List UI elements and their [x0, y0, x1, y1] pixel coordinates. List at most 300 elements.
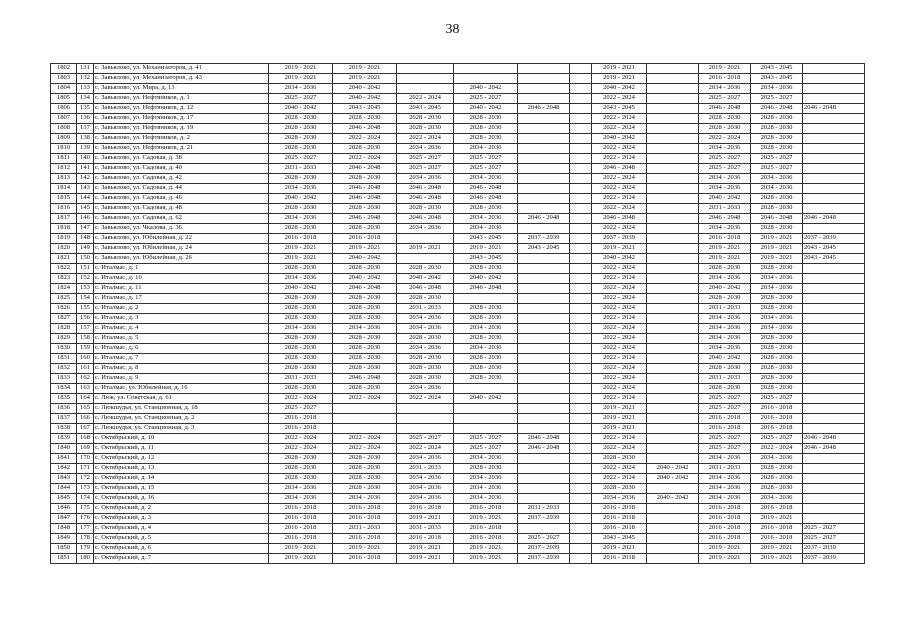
table-cell: 2028 - 2030 — [699, 114, 751, 124]
table-cell — [397, 64, 454, 74]
table-cell: 2022 - 2024 — [333, 394, 397, 404]
table-cell: 1819 — [51, 234, 77, 244]
table-cell: с. Завьялово, ул. Садовая, д. 46 — [94, 194, 269, 204]
table-cell: с. Завьялово, ул. Садовая, д. 44 — [94, 184, 269, 194]
table-cell: 1807 — [51, 114, 77, 124]
table-cell — [803, 334, 865, 344]
table-cell — [803, 504, 865, 514]
table-cell: 2034 - 2036 — [699, 224, 751, 234]
table-cell — [454, 294, 518, 304]
table-cell: 2022 - 2024 — [592, 174, 647, 184]
table-cell: 2034 - 2036 — [269, 84, 333, 94]
table-row — [51, 514, 865, 524]
table-cell: 1851 — [51, 554, 77, 564]
table-cell: с. Завьялово, ул. Садовая, д. 42 — [94, 174, 269, 184]
table-cell: 2040 - 2042 — [397, 274, 454, 284]
table-cell: 2019 - 2021 — [454, 544, 518, 554]
table-cell: 2034 - 2036 — [592, 494, 647, 504]
table-cell — [570, 104, 592, 114]
table-cell: 2019 - 2021 — [592, 424, 647, 434]
table-cell: 1821 — [51, 254, 77, 264]
table-cell — [647, 124, 699, 134]
table-cell: с. Октябрьский, д. 11 — [94, 444, 269, 454]
table-cell: 2022 - 2024 — [592, 304, 647, 314]
table-cell: 153 — [77, 284, 94, 294]
table-cell: 162 — [77, 374, 94, 384]
table-cell: 2025 - 2027 — [699, 94, 751, 104]
table-cell: 2019 - 2021 — [699, 554, 751, 564]
table-cell: 2025 - 2027 — [454, 444, 518, 454]
table-cell: 2028 - 2030 — [454, 314, 518, 324]
table-cell: с. Люкшудья, ул. Станционная, д. 18 — [94, 404, 269, 414]
table-cell: с. Завьялово, ул. Механизаторов, д. 43 — [94, 74, 269, 84]
table-cell: 1803 — [51, 74, 77, 84]
table-cell: 145 — [77, 204, 94, 214]
table-cell: 2022 - 2024 — [592, 294, 647, 304]
table-cell: 2016 - 2018 — [699, 234, 751, 244]
table-cell: 2016 - 2018 — [269, 234, 333, 244]
table-cell — [803, 424, 865, 434]
table-cell: 2028 - 2030 — [454, 124, 518, 134]
table-cell: с. Октябрьский, д. 3 — [94, 514, 269, 524]
table-cell: 2046 - 2048 — [751, 104, 803, 114]
table-cell: 2028 - 2030 — [333, 474, 397, 484]
table-cell: 2034 - 2036 — [699, 174, 751, 184]
table-cell: 155 — [77, 304, 94, 314]
table-cell: 2022 - 2024 — [269, 434, 333, 444]
table-cell — [333, 424, 397, 434]
table-cell: 2043 - 2045 — [454, 254, 518, 264]
table-cell — [518, 484, 570, 494]
table-cell: 1839 — [51, 434, 77, 444]
table-cell: 2016 - 2018 — [269, 504, 333, 514]
table-cell: 2028 - 2030 — [333, 484, 397, 494]
table-cell: 137 — [77, 124, 94, 134]
table-row — [51, 464, 865, 474]
table-cell — [647, 364, 699, 374]
table-cell: 1809 — [51, 134, 77, 144]
table-cell — [647, 484, 699, 494]
table-cell: 2022 - 2024 — [397, 444, 454, 454]
table-cell — [570, 204, 592, 214]
table-cell: 2022 - 2024 — [397, 394, 454, 404]
table-cell: 2016 - 2018 — [592, 514, 647, 524]
table-cell — [570, 74, 592, 84]
table-cell — [570, 444, 592, 454]
table-cell: 2016 - 2018 — [751, 504, 803, 514]
table-cell: 2028 - 2030 — [751, 114, 803, 124]
table-cell — [454, 404, 518, 414]
table-cell: 2025 - 2027 — [803, 534, 865, 544]
table-cell — [647, 424, 699, 434]
table-cell: 2025 - 2027 — [699, 444, 751, 454]
table-row — [51, 384, 865, 394]
table-cell — [518, 204, 570, 214]
table-cell: 2040 - 2042 — [699, 354, 751, 364]
table-cell: с. Завьялово, ул. Нефтяников, д. 12 — [94, 104, 269, 114]
table-cell: 135 — [77, 104, 94, 114]
table-cell: 1814 — [51, 184, 77, 194]
table-cell: 1816 — [51, 204, 77, 214]
table-cell: 2022 - 2024 — [592, 204, 647, 214]
table-cell — [647, 184, 699, 194]
table-cell: 2016 - 2018 — [699, 424, 751, 434]
table-cell: 2022 - 2024 — [592, 384, 647, 394]
table-cell: 1830 — [51, 344, 77, 354]
table-cell: 2016 - 2018 — [333, 554, 397, 564]
table-cell: 2028 - 2030 — [454, 114, 518, 124]
table-cell: 2034 - 2036 — [454, 484, 518, 494]
table-cell: 2040 - 2042 — [592, 84, 647, 94]
table-cell: 2046 - 2048 — [803, 104, 865, 114]
table-cell: 2019 - 2021 — [269, 244, 333, 254]
table-cell: 2034 - 2036 — [333, 324, 397, 334]
table-cell: 2022 - 2024 — [333, 134, 397, 144]
table-row — [51, 554, 865, 564]
table-cell: 2043 - 2045 — [397, 104, 454, 114]
table-cell — [518, 324, 570, 334]
table-cell: с. Завьялово, ул. Мира, д. 13 — [94, 84, 269, 94]
table-cell: 1833 — [51, 374, 77, 384]
table-cell: 2037 - 2039 — [592, 234, 647, 244]
table-cell: 1813 — [51, 174, 77, 184]
table-cell: 139 — [77, 144, 94, 154]
table-cell: 2016 - 2018 — [269, 514, 333, 524]
table-cell: 2028 - 2030 — [397, 374, 454, 384]
table-cell: 2040 - 2042 — [454, 84, 518, 94]
table-cell: 2025 - 2027 — [699, 154, 751, 164]
table-cell: с. Завьялово, ул. Нефтяников, д. 17 — [94, 114, 269, 124]
table-cell: 1841 — [51, 454, 77, 464]
table-row — [51, 174, 865, 184]
table-cell: 176 — [77, 514, 94, 524]
table-cell: с. Люк, ул. Советская, д. 61 — [94, 394, 269, 404]
table-cell: 2040 - 2042 — [333, 254, 397, 264]
table-cell — [518, 74, 570, 84]
table-cell: с. Завьялово, ул. Садовая, д. 38 — [94, 154, 269, 164]
table-cell — [570, 64, 592, 74]
table-cell: 2028 - 2030 — [454, 204, 518, 214]
table-cell: 2040 - 2042 — [592, 254, 647, 264]
table-cell — [647, 144, 699, 154]
table-row — [51, 534, 865, 544]
table-cell: с. Завьялово, ул. Нефтяников, д. 21 — [94, 144, 269, 154]
table-cell: 2016 - 2018 — [699, 504, 751, 514]
table-cell — [570, 194, 592, 204]
table-cell: 2022 - 2024 — [592, 354, 647, 364]
table-cell: 2043 - 2045 — [803, 254, 865, 264]
table-cell — [647, 504, 699, 514]
table-cell — [803, 324, 865, 334]
table-cell — [647, 314, 699, 324]
table-cell — [647, 164, 699, 174]
table-cell — [803, 464, 865, 474]
table-cell: 2019 - 2021 — [592, 544, 647, 554]
table-cell: 2034 - 2036 — [333, 494, 397, 504]
table-cell: 2034 - 2036 — [751, 274, 803, 284]
table-cell — [570, 224, 592, 234]
table-cell: 2034 - 2036 — [699, 484, 751, 494]
table-cell — [647, 94, 699, 104]
table-cell: 2028 - 2030 — [269, 134, 333, 144]
table-cell: 2043 - 2045 — [592, 104, 647, 114]
table-cell — [518, 194, 570, 204]
table-cell: с. Октябрьский, д. 14 — [94, 474, 269, 484]
table-cell — [518, 474, 570, 484]
table-cell: 1826 — [51, 304, 77, 314]
table-cell — [570, 214, 592, 224]
table-cell — [647, 514, 699, 524]
table-cell: 2034 - 2036 — [699, 84, 751, 94]
table-cell: 1822 — [51, 264, 77, 274]
table-cell: 2028 - 2030 — [269, 304, 333, 314]
table-cell — [454, 414, 518, 424]
table-cell: с. Люкшудья, ул. Станционная, д. 2 — [94, 414, 269, 424]
table-cell: 157 — [77, 324, 94, 334]
table-cell: 1811 — [51, 154, 77, 164]
table-cell — [570, 114, 592, 124]
table-cell: 2025 - 2027 — [454, 434, 518, 444]
table-cell: 2046 - 2048 — [397, 194, 454, 204]
table-row — [51, 144, 865, 154]
table-cell: 2022 - 2024 — [397, 94, 454, 104]
table-cell: с. Завьялово, ул. Механизаторов, д. 41 — [94, 64, 269, 74]
table-cell — [647, 84, 699, 94]
table-cell — [647, 154, 699, 164]
table-cell: 1832 — [51, 364, 77, 374]
table-cell: 1834 — [51, 384, 77, 394]
table-row — [51, 104, 865, 114]
table-cell: 2022 - 2024 — [592, 374, 647, 384]
table-cell: 2028 - 2030 — [751, 384, 803, 394]
table-cell: 2016 - 2018 — [751, 414, 803, 424]
table-cell: 2028 - 2030 — [454, 374, 518, 384]
table-cell: 2028 - 2030 — [751, 464, 803, 474]
table-cell — [570, 294, 592, 304]
table-cell: 2019 - 2021 — [454, 514, 518, 524]
table-cell: 2040 - 2042 — [269, 284, 333, 294]
table-cell: 178 — [77, 534, 94, 544]
table-cell — [570, 554, 592, 564]
table-cell: 1817 — [51, 214, 77, 224]
table-cell — [570, 464, 592, 474]
table-cell: 159 — [77, 344, 94, 354]
table-cell: 2022 - 2024 — [269, 444, 333, 454]
table-cell: 150 — [77, 254, 94, 264]
table-cell: 2034 - 2036 — [751, 284, 803, 294]
table-cell: 2016 - 2018 — [699, 524, 751, 534]
table-cell — [518, 294, 570, 304]
table-cell — [803, 264, 865, 274]
table-cell: 1805 — [51, 94, 77, 104]
table-cell: 2046 - 2048 — [518, 214, 570, 224]
table-cell: 2031 - 2033 — [333, 524, 397, 534]
table-cell: 2019 - 2021 — [751, 254, 803, 264]
table-cell — [570, 164, 592, 174]
table-cell: 2046 - 2048 — [699, 104, 751, 114]
table-cell: 2025 - 2027 — [751, 164, 803, 174]
table-cell: 2031 - 2033 — [397, 464, 454, 474]
table-cell: 1828 — [51, 324, 77, 334]
table-cell: 168 — [77, 434, 94, 444]
table-cell — [454, 384, 518, 394]
table-cell — [570, 384, 592, 394]
table-cell: 2043 - 2045 — [751, 74, 803, 84]
table-cell: 2046 - 2048 — [454, 284, 518, 294]
table-cell: 2046 - 2048 — [592, 214, 647, 224]
table-cell — [570, 424, 592, 434]
table-cell: 2040 - 2042 — [333, 274, 397, 284]
table-cell: 2040 - 2042 — [699, 194, 751, 204]
table-cell — [570, 514, 592, 524]
table-cell: 2025 - 2027 — [397, 164, 454, 174]
table-cell — [570, 234, 592, 244]
table-cell — [518, 164, 570, 174]
table-cell — [803, 484, 865, 494]
table-cell: 2022 - 2024 — [592, 464, 647, 474]
table-cell: 2028 - 2030 — [333, 264, 397, 274]
table-cell: с. Завьялово, ул. Садовая, д. 62 — [94, 214, 269, 224]
table-cell: 2025 - 2027 — [397, 434, 454, 444]
table-cell: 1824 — [51, 284, 77, 294]
table-cell: 144 — [77, 194, 94, 204]
table-row — [51, 124, 865, 134]
table-cell — [647, 394, 699, 404]
table-cell — [518, 354, 570, 364]
table-cell: 2034 - 2036 — [397, 384, 454, 394]
table-cell — [803, 344, 865, 354]
table-cell: 2016 - 2018 — [333, 534, 397, 544]
table-row — [51, 434, 865, 444]
table-cell: 1802 — [51, 64, 77, 74]
table-cell — [803, 144, 865, 154]
table-row — [51, 474, 865, 484]
table-cell — [518, 464, 570, 474]
table-cell — [647, 254, 699, 264]
table-cell: 2022 - 2024 — [592, 284, 647, 294]
table-cell — [454, 424, 518, 434]
table-cell: 2034 - 2036 — [751, 494, 803, 504]
table-cell: 2034 - 2036 — [699, 324, 751, 334]
table-cell: 2028 - 2030 — [269, 264, 333, 274]
table-cell — [518, 184, 570, 194]
table-cell: 2028 - 2030 — [397, 264, 454, 274]
table-cell — [647, 284, 699, 294]
table-cell — [803, 294, 865, 304]
table-cell — [333, 404, 397, 414]
table-cell: 2031 - 2033 — [699, 464, 751, 474]
table-cell: 167 — [77, 424, 94, 434]
table-cell: 2034 - 2036 — [397, 454, 454, 464]
table-cell: 2046 - 2048 — [333, 374, 397, 384]
table-cell: 2025 - 2027 — [751, 94, 803, 104]
table-cell: 2034 - 2036 — [397, 494, 454, 504]
table-cell: 2028 - 2030 — [454, 464, 518, 474]
table-cell: 2034 - 2036 — [454, 144, 518, 154]
table-cell: 2028 - 2030 — [699, 294, 751, 304]
table-cell — [570, 274, 592, 284]
table-cell: 2022 - 2024 — [592, 154, 647, 164]
table-cell: 2046 - 2048 — [333, 184, 397, 194]
table-cell: с. Италмас, д. 5 — [94, 334, 269, 344]
table-row — [51, 314, 865, 324]
table-row — [51, 424, 865, 434]
table-cell — [570, 154, 592, 164]
table-cell: 2040 - 2042 — [454, 274, 518, 284]
table-cell: 2028 - 2030 — [397, 114, 454, 124]
table-cell: 2022 - 2024 — [592, 474, 647, 484]
table-cell — [647, 244, 699, 254]
table-cell: 2040 - 2042 — [647, 464, 699, 474]
table-cell — [397, 254, 454, 264]
table-cell: 2043 - 2045 — [454, 234, 518, 244]
table-row — [51, 354, 865, 364]
table-cell: 2037 - 2039 — [518, 544, 570, 554]
table-cell — [570, 94, 592, 104]
table-cell: 2028 - 2030 — [333, 354, 397, 364]
table-cell — [803, 194, 865, 204]
table-cell: 172 — [77, 474, 94, 484]
table-cell: с. Октябрьский, д. 15 — [94, 484, 269, 494]
table-cell — [570, 474, 592, 484]
table-cell: 2019 - 2021 — [269, 64, 333, 74]
table-cell — [647, 344, 699, 354]
table-cell: 2019 - 2021 — [592, 414, 647, 424]
table-cell: 2016 - 2018 — [269, 524, 333, 534]
table-cell: 2046 - 2048 — [518, 444, 570, 454]
table-cell: 2025 - 2027 — [397, 154, 454, 164]
table-cell: 2016 - 2018 — [751, 424, 803, 434]
table-cell: 2043 - 2045 — [333, 104, 397, 114]
table-cell: с. Италмас, д. 2 — [94, 304, 269, 314]
table-cell: 2028 - 2030 — [333, 224, 397, 234]
table-cell — [647, 354, 699, 364]
table-cell: 2022 - 2024 — [699, 134, 751, 144]
table-cell: 2034 - 2036 — [699, 454, 751, 464]
table-cell: 2019 - 2021 — [751, 544, 803, 554]
repair-schedule-table — [50, 63, 865, 564]
table-cell — [647, 554, 699, 564]
table-cell: 2028 - 2030 — [592, 484, 647, 494]
table-cell: 2025 - 2027 — [269, 94, 333, 104]
table-cell: 142 — [77, 174, 94, 184]
table-cell: 2028 - 2030 — [454, 334, 518, 344]
table-row — [51, 214, 865, 224]
table-cell: 161 — [77, 364, 94, 374]
table-cell: 2034 - 2036 — [699, 474, 751, 484]
table-cell — [803, 404, 865, 414]
table-cell: 2040 - 2042 — [647, 474, 699, 484]
table-cell: 1836 — [51, 404, 77, 414]
table-cell: 2028 - 2030 — [751, 374, 803, 384]
table-cell — [570, 504, 592, 514]
table-cell: 2019 - 2021 — [397, 554, 454, 564]
table-cell: 148 — [77, 234, 94, 244]
table-row — [51, 64, 865, 74]
table-row — [51, 404, 865, 414]
table-cell: 2022 - 2024 — [592, 364, 647, 374]
table-cell — [647, 224, 699, 234]
table-cell: 2019 - 2021 — [333, 74, 397, 84]
table-cell: 2028 - 2030 — [269, 364, 333, 374]
table-cell — [647, 434, 699, 444]
table-cell — [647, 544, 699, 554]
table-cell: 2022 - 2024 — [592, 194, 647, 204]
table-row — [51, 394, 865, 404]
table-cell: 2034 - 2036 — [397, 144, 454, 154]
table-cell — [570, 394, 592, 404]
table-cell: 2028 - 2030 — [269, 464, 333, 474]
